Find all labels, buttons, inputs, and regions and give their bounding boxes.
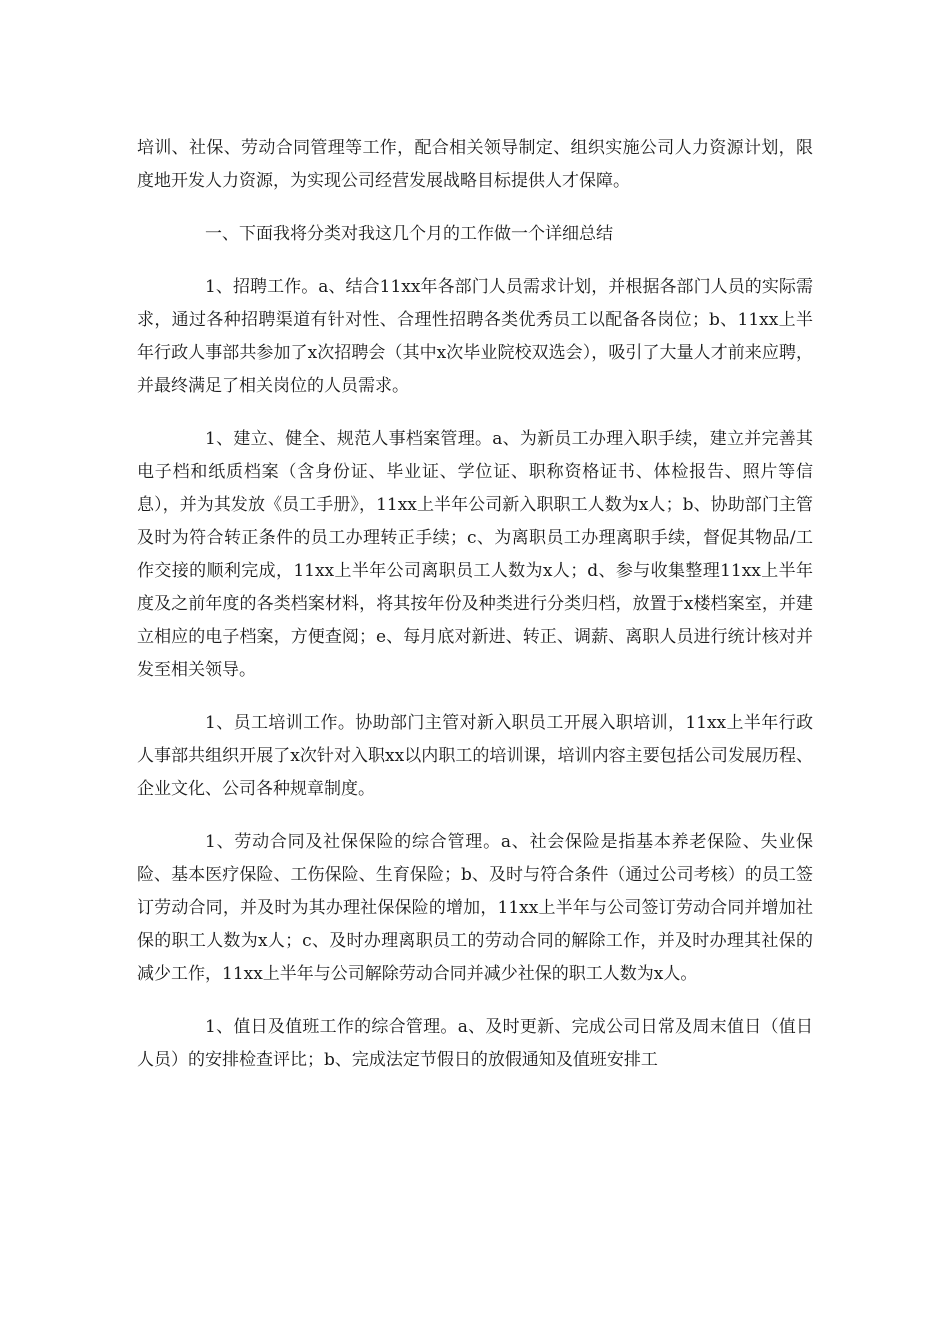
paragraph-contracts-insurance: 1、劳动合同及社保保险的综合管理。a、社会保险是指基本养老保险、失业保险、基本医疗保险、工伤保险、生育保险；b、及时与符合条件（通过公司考核）的员工签订劳动合同，并及时为其办理社保保险的增加，11xx上半年与公司签订劳动合同并增加社保的职工人数为x人；c、及时办理离职员工的劳动合同的解除工作，并及时办理其社保的减少工作，11xx上半年与公司解除劳动合同并减少社保的职工人数为x人。 xyxy=(137,832,813,984)
paragraph-recruitment: 1、招聘工作。a、结合11xx年各部门人员需求计划，并根据各部门人员的实际需求，通过各种招聘渠道有针对性、合理性招聘各类优秀员工以配备各岗位；b、11xx上半年行政人事部共参加了x次招聘会（其中x次毕业院校双选会），吸引了大量人才前来应聘，并最终满足了相关岗位的人员需求。 xyxy=(137,277,813,396)
paragraph-training: 1、员工培训工作。协助部门主管对新入职员工开展入职培训，11xx上半年行政人事部共组织开展了x次针对入职xx以内职工的培训课，培训内容主要包括公司发展历程、企业文化、公司各种规章制度。 xyxy=(137,713,813,799)
paragraph-personnel-files: 1、建立、健全、规范人事档案管理。a、为新员工办理入职手续，建立并完善其电子档和纸质档案（含身份证、毕业证、学位证、职称资格证书、体检报告、照片等信息），并为其发放《员工手册》，11xx上半年公司新入职职工人数为x人；b、协助部门主管及时为符合转正条件的员工办理转正手续；c、为离职员工办理离职手续，督促其物品/工作交接的顺利完成，11xx上半年公司离职员工人数为x人；d、参与收集整理11xx上半年度及之前年度的各类档案材料，将其按年份及种类进行分类归档，放置于x楼档案室，并建立相应的电子档案，方便查阅；e、每月底对新进、转正、调薪、离职人员进行统计核对并发至相关领导。 xyxy=(137,429,813,680)
paragraph-intro: 培训、社保、劳动合同管理等工作，配合相关领导制定、组织实施公司人力资源计划，限度地开发人力资源，为实现公司经营发展战略目标提供人才保障。 xyxy=(137,138,813,191)
document-body xyxy=(137,132,813,1097)
section-heading: 一、下面我将分类对我这几个月的工作做一个详细总结 xyxy=(205,224,613,244)
paragraph-duty-management: 1、值日及值班工作的综合管理。a、及时更新、完成公司日常及周末值日（值日人员）的安排检查评比；b、完成法定节假日的放假通知及值班安排工 xyxy=(137,1017,813,1070)
